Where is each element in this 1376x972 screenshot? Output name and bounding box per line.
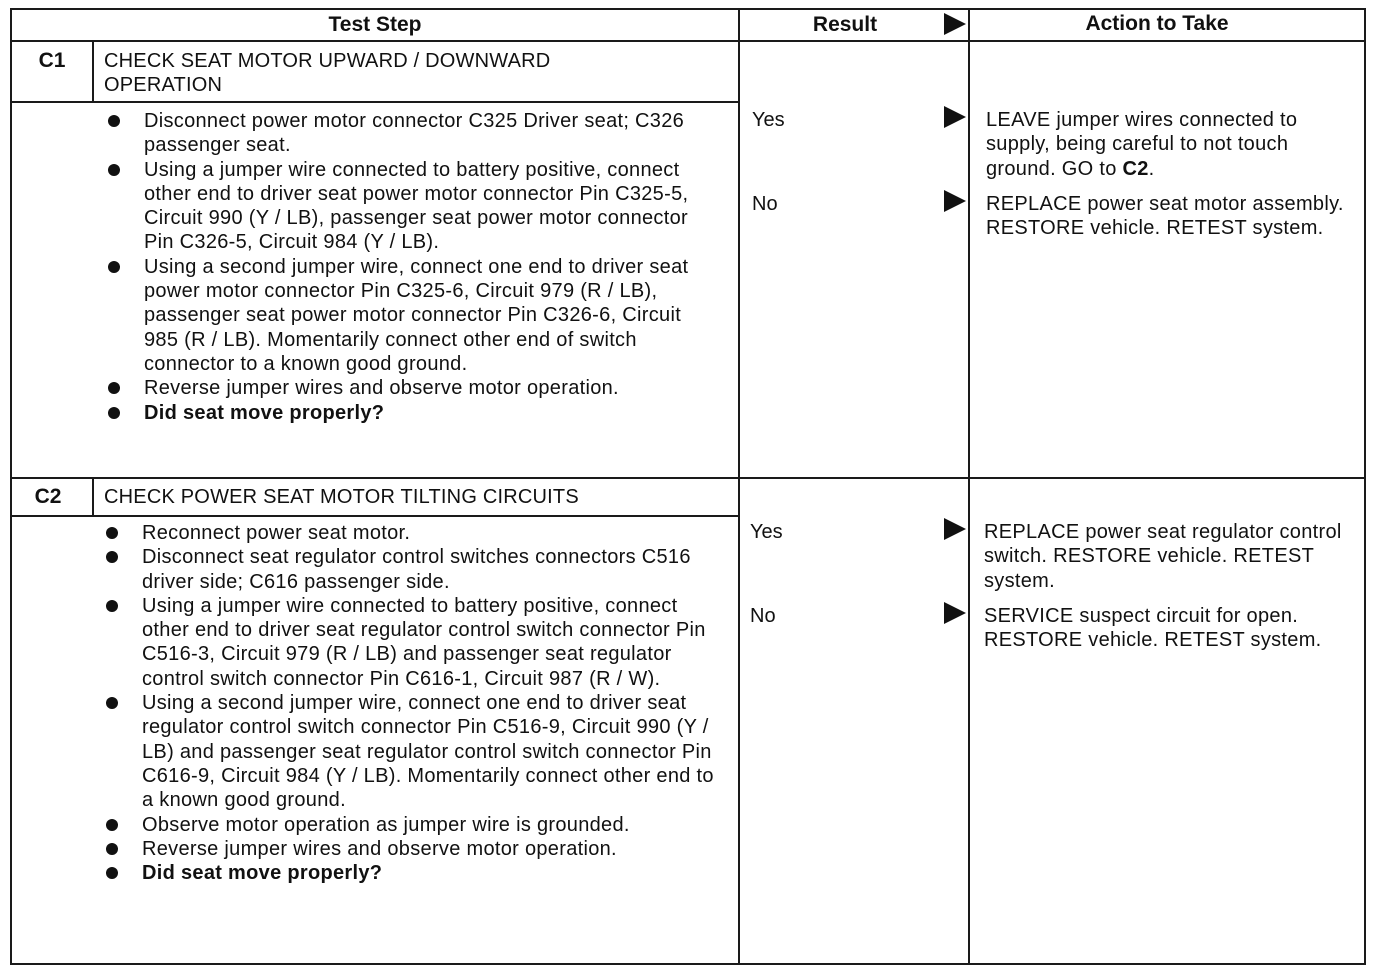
list-item-question: Did seat move properly?: [104, 401, 714, 425]
list-item: Reconnect power seat motor.: [102, 521, 714, 545]
bullet-icon: [106, 843, 118, 855]
step-id-c1: C1: [38, 49, 66, 72]
list-item: Using a second jumper wire, connect one end to driver seat regulator control switch connector Pin C516-9, Circuit 990 (Y / LB) and passenger seat regulator control switch connector Pin C616-9, Circuit 984 (Y / LB). Momentarily connect other end to a known good ground.: [102, 691, 714, 812]
c1-result-yes: Yes: [752, 109, 785, 131]
c1-title-divider: [10, 101, 738, 103]
bullet-icon: [106, 600, 118, 612]
header-action: Action to Take: [1085, 12, 1229, 35]
step-title-c2: CHECK POWER SEAT MOTOR TILTING CIRCUITS: [104, 486, 579, 508]
c2-result-yes: Yes: [750, 521, 783, 543]
bullet-icon: [108, 382, 120, 394]
step-c1-bullet-list: [104, 109, 714, 425]
c1-action-no: REPLACE power seat motor assembly. RESTORE vehicle. RETEST system.: [986, 193, 1344, 240]
bullet-icon: [106, 867, 118, 879]
bullet-icon: [108, 407, 120, 419]
border-right: [1364, 8, 1366, 965]
c1-yes-arrow-icon: [944, 106, 966, 128]
list-item: Disconnect seat regulator control switches connectors C516 driver side; C616 passenger side.: [102, 545, 714, 594]
list-item: Disconnect power motor connector C325 Driver seat; C326 passenger seat.: [104, 109, 714, 158]
header-test-step: Test Step: [328, 13, 422, 36]
bullet-icon: [106, 697, 118, 709]
c1-no-arrow-icon: [944, 190, 966, 212]
list-item: Using a second jumper wire, connect one end to driver seat power motor connector Pin C325-6, Circuit 979 (R / LB), passenger seat power motor connector Pin C326-6, Circuit 985 (R / LB). Momentarily connect other end of switch connector to a known good ground.: [104, 255, 714, 376]
bullet-icon: [106, 527, 118, 539]
list-item: Using a jumper wire connected to battery positive, connect other end to driver seat regulator control switch connector Pin C516-3, Circuit 979 (R / LB) and passenger seat regulator control switch connector Pin C616-1, Circuit 987 (R / W).: [102, 594, 714, 691]
c1-action-yes: LEAVE jumper wires connected to supply, being careful to not touch ground. GO to C2.: [986, 109, 1298, 180]
list-item: Reverse jumper wires and observe motor operation.: [102, 837, 714, 861]
c2-id-divider: [92, 479, 94, 517]
list-item: Using a jumper wire connected to battery positive, connect other end to driver seat power motor connector Pin C325-5, Circuit 990 (Y / LB), passenger seat power motor connector Pin C326-5, Circuit 984 (Y / LB).: [104, 158, 714, 255]
header-divider: [10, 40, 1366, 42]
c1-result-no: No: [752, 193, 778, 215]
bullet-icon: [108, 261, 120, 273]
step-c2-bullet-list: [102, 521, 714, 885]
bullet-icon: [106, 551, 118, 563]
col-divider-result: [738, 8, 740, 965]
c2-title-divider: [10, 515, 738, 517]
list-item: Reverse jumper wires and observe motor operation.: [104, 376, 714, 400]
step-title-c1: CHECK SEAT MOTOR UPWARD / DOWNWARD OPERATION: [104, 50, 551, 96]
col-divider-action: [968, 8, 970, 965]
bullet-icon: [108, 164, 120, 176]
header-result: Result: [812, 13, 878, 36]
c2-no-arrow-icon: [944, 602, 966, 624]
header-arrow-icon: [944, 13, 966, 35]
step-id-c2: C2: [34, 485, 62, 508]
c2-action-no: SERVICE suspect circuit for open. RESTORE vehicle. RETEST system.: [984, 605, 1322, 652]
c2-yes-arrow-icon: [944, 518, 966, 540]
border-bottom: [10, 963, 1366, 965]
c1-id-divider: [92, 42, 94, 102]
c2-action-yes: REPLACE power seat regulator control switch. RESTORE vehicle. RETEST system.: [984, 521, 1342, 592]
c2-result-no: No: [750, 605, 776, 627]
bullet-icon: [108, 115, 120, 127]
row-divider: [10, 477, 1366, 479]
bullet-icon: [106, 819, 118, 831]
list-item: Observe motor operation as jumper wire is grounded.: [102, 813, 714, 837]
list-item-question: Did seat move properly?: [102, 861, 714, 885]
